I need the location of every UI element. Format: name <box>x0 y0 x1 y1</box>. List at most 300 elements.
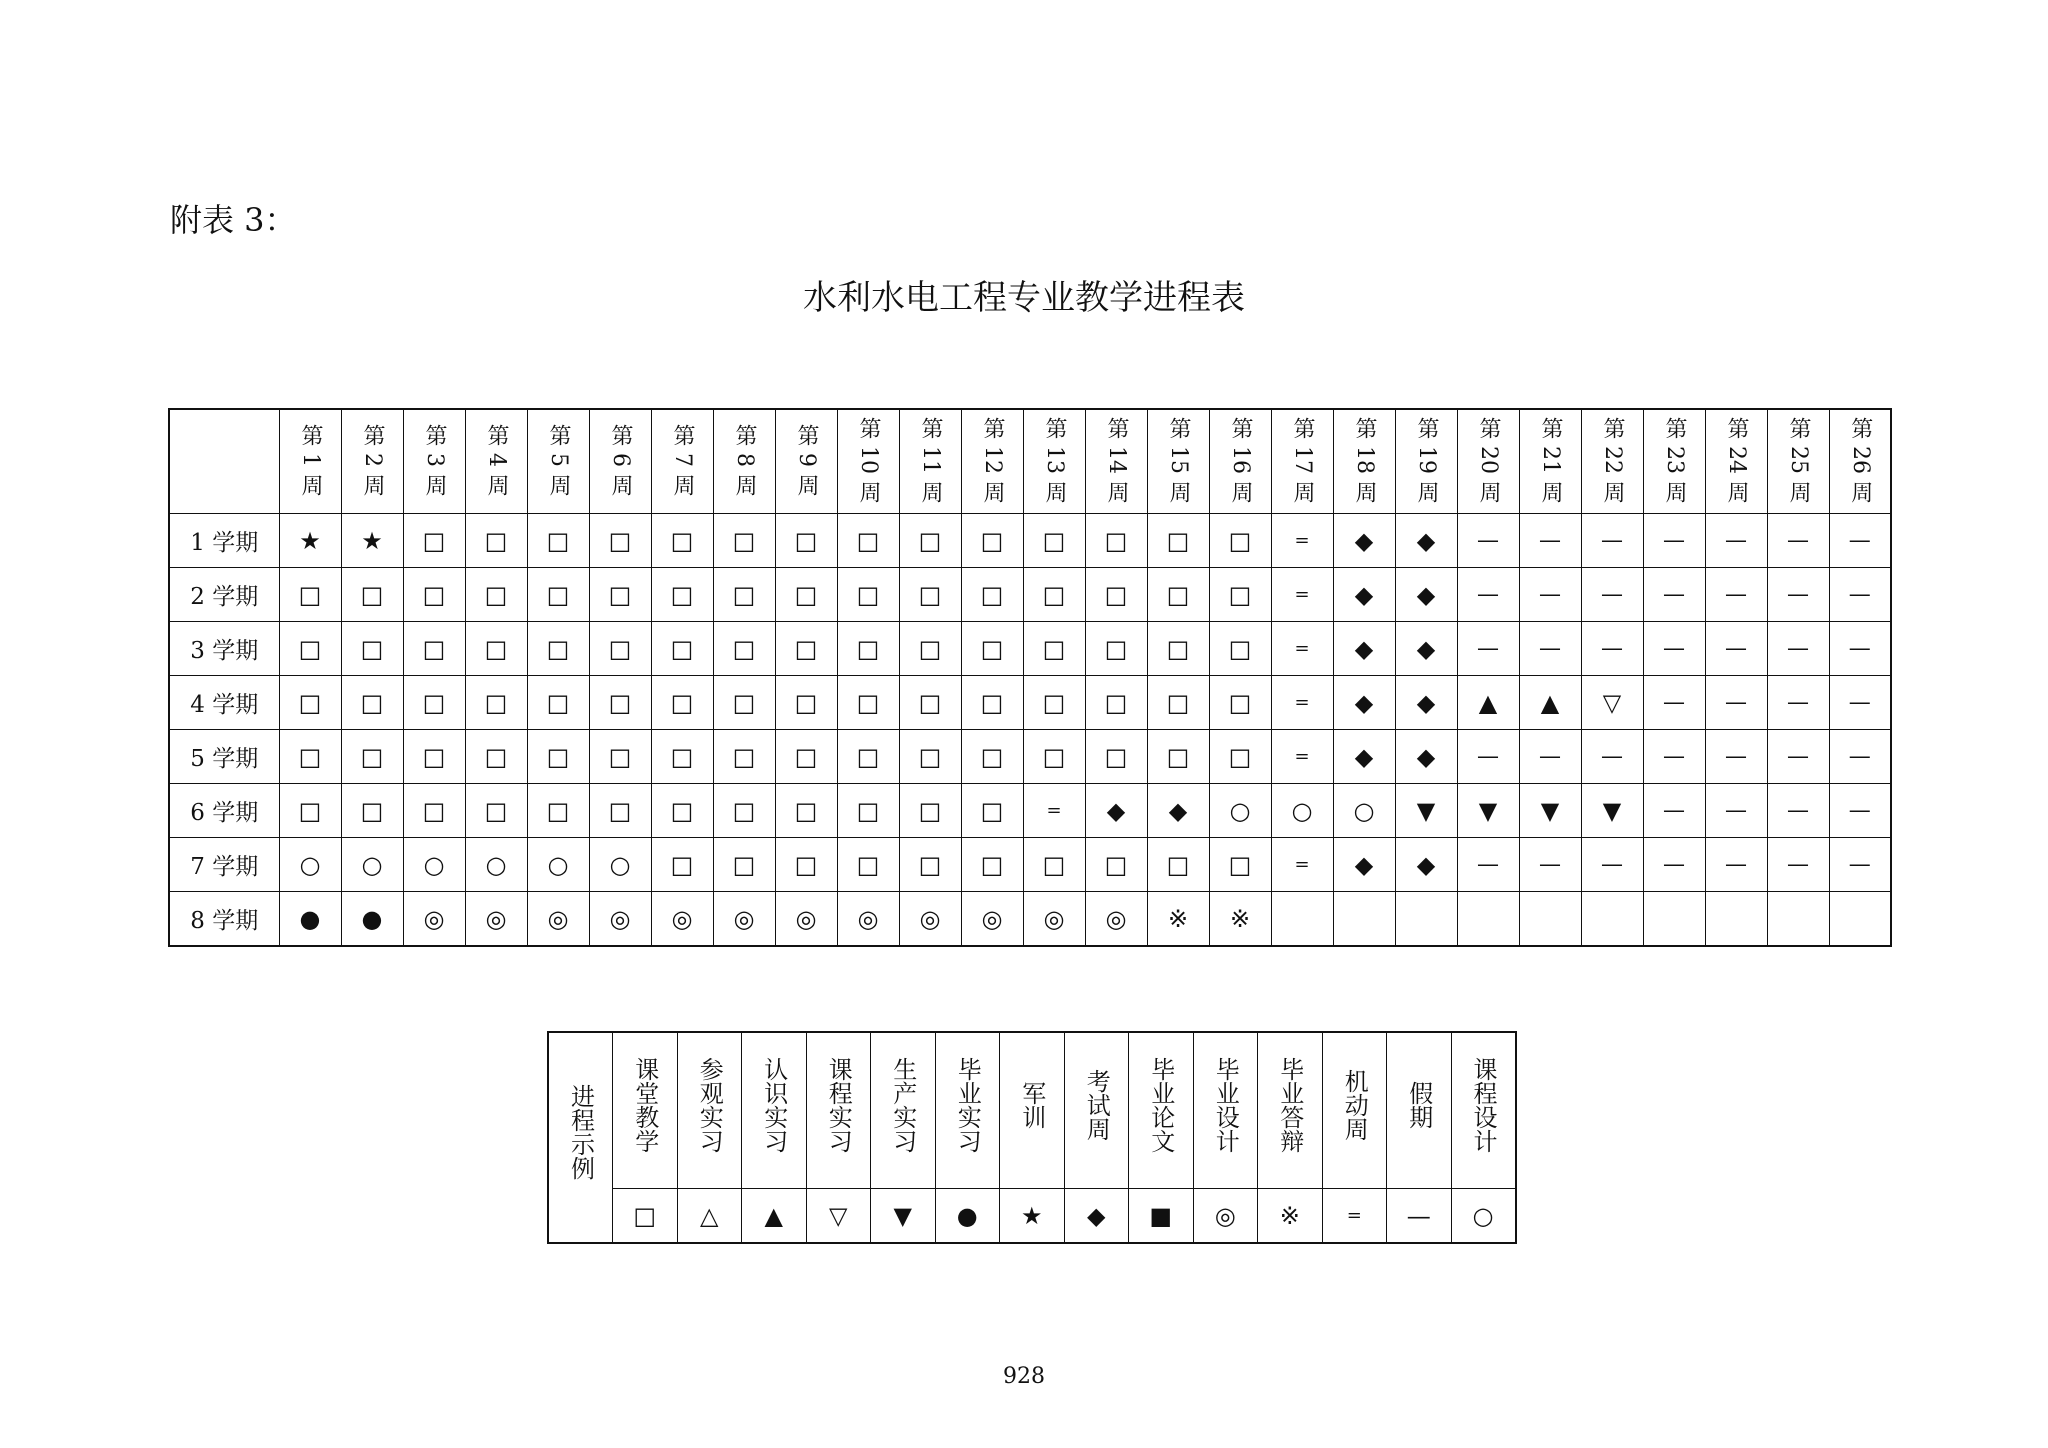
schedule-cell: — <box>1829 568 1891 622</box>
schedule-cell: ○ <box>589 838 651 892</box>
legend-symbol: ▲ <box>742 1189 807 1244</box>
schedule-cell: □ <box>527 676 589 730</box>
schedule-cell: ● <box>279 892 341 947</box>
legend-symbol: — <box>1387 1189 1452 1244</box>
week-label: 第 9 周 <box>794 423 819 496</box>
legend-item-label <box>1193 1032 1258 1189</box>
schedule-cell: □ <box>1209 514 1271 568</box>
schedule-cell <box>1767 892 1829 947</box>
schedule-cell: ○ <box>403 838 465 892</box>
week-header-cell <box>1085 409 1147 514</box>
document-title: 水利水电工程专业教学进程表 <box>803 278 1245 318</box>
semester-row <box>169 676 1891 730</box>
week-label: 第 25 周 <box>1786 416 1811 503</box>
schedule-cell: ◆ <box>1395 676 1457 730</box>
legend-item-label <box>806 1032 871 1189</box>
schedule-cell: □ <box>341 676 403 730</box>
semester-row <box>169 838 1891 892</box>
schedule-cell: □ <box>961 676 1023 730</box>
schedule-cell: □ <box>527 514 589 568</box>
schedule-cell: ◎ <box>651 892 713 947</box>
week-label: 第 5 周 <box>546 423 571 496</box>
schedule-cell: □ <box>527 622 589 676</box>
legend-item-text: 认识实习 <box>759 1057 788 1153</box>
schedule-cell: — <box>1705 676 1767 730</box>
schedule-cell: □ <box>279 568 341 622</box>
schedule-cell: □ <box>775 730 837 784</box>
schedule-cell: □ <box>465 514 527 568</box>
week-label: 第 24 周 <box>1724 416 1749 503</box>
legend-item-label <box>742 1032 807 1189</box>
schedule-cell: — <box>1643 676 1705 730</box>
schedule-cell: □ <box>1085 676 1147 730</box>
week-label: 第 26 周 <box>1847 416 1873 503</box>
schedule-cell: — <box>1767 730 1829 784</box>
schedule-cell: ◆ <box>1395 838 1457 892</box>
legend-item-text: 课程设计 <box>1469 1057 1497 1153</box>
week-label: 第 19 周 <box>1414 416 1439 503</box>
week-header-cell <box>279 409 341 514</box>
appendix-label: 附表 3： <box>170 201 297 239</box>
schedule-cell: ◆ <box>1333 730 1395 784</box>
week-header-cell <box>713 409 775 514</box>
schedule-cell: = <box>1271 622 1333 676</box>
legend-item-text: 假期 <box>1404 1081 1433 1129</box>
schedule-cell: □ <box>713 568 775 622</box>
schedule-cell: □ <box>961 784 1023 838</box>
week-header-row <box>169 409 1891 514</box>
week-label: 第 2 周 <box>360 423 385 496</box>
schedule-cell: □ <box>1085 730 1147 784</box>
schedule-cell: □ <box>1147 676 1209 730</box>
week-header-cell <box>1147 409 1209 514</box>
schedule-cell: — <box>1767 568 1829 622</box>
legend-item-label <box>613 1032 678 1189</box>
schedule-cell: □ <box>1147 838 1209 892</box>
schedule-cell: □ <box>589 676 651 730</box>
week-header-cell <box>837 409 899 514</box>
semester-row <box>169 514 1891 568</box>
schedule-cell <box>1271 892 1333 947</box>
semester-label: 4 学期 <box>169 676 279 730</box>
semester-label: 3 学期 <box>169 622 279 676</box>
schedule-cell: □ <box>837 568 899 622</box>
schedule-cell: □ <box>465 622 527 676</box>
schedule-cell: ▼ <box>1581 784 1643 838</box>
schedule-cell: □ <box>961 514 1023 568</box>
legend-symbol: ※ <box>1258 1189 1323 1244</box>
schedule-cell: □ <box>589 784 651 838</box>
schedule-cell: — <box>1705 730 1767 784</box>
schedule-cell: □ <box>341 568 403 622</box>
progress-legend-table <box>547 1031 1517 1244</box>
week-label: 第 4 周 <box>484 423 509 496</box>
schedule-cell: □ <box>899 568 961 622</box>
schedule-cell: — <box>1581 622 1643 676</box>
schedule-cell: ◆ <box>1333 838 1395 892</box>
schedule-cell: — <box>1705 784 1767 838</box>
schedule-cell: ◆ <box>1147 784 1209 838</box>
schedule-cell: □ <box>961 730 1023 784</box>
legend-label-row <box>548 1032 1516 1189</box>
week-header-cell <box>1705 409 1767 514</box>
schedule-cell: □ <box>341 784 403 838</box>
schedule-cell: ◎ <box>775 892 837 947</box>
schedule-cell: ● <box>341 892 403 947</box>
legend-symbol: △ <box>677 1189 742 1244</box>
legend-symbol: ▽ <box>806 1189 871 1244</box>
legend-symbol: □ <box>613 1189 678 1244</box>
legend-symbol: ● <box>935 1189 1000 1244</box>
schedule-cell: □ <box>651 676 713 730</box>
semester-label: 1 学期 <box>169 514 279 568</box>
legend-symbol: ▼ <box>871 1189 936 1244</box>
semester-row <box>169 568 1891 622</box>
schedule-cell: — <box>1705 622 1767 676</box>
legend-symbol: = <box>1322 1189 1387 1244</box>
schedule-cell <box>1829 892 1891 947</box>
week-header-cell <box>1829 409 1891 514</box>
schedule-cell: ◎ <box>589 892 651 947</box>
week-header-cell <box>403 409 465 514</box>
semester-label: 6 学期 <box>169 784 279 838</box>
schedule-cell: □ <box>279 730 341 784</box>
schedule-cell: □ <box>899 730 961 784</box>
schedule-cell: ◎ <box>961 892 1023 947</box>
schedule-cell: — <box>1643 730 1705 784</box>
schedule-cell <box>1395 892 1457 947</box>
schedule-cell: — <box>1519 568 1581 622</box>
schedule-cell: □ <box>775 676 837 730</box>
legend-item-text: 课程实习 <box>824 1057 853 1153</box>
legend-item-label <box>1322 1032 1387 1189</box>
schedule-cell: — <box>1643 784 1705 838</box>
week-header-cell <box>1395 409 1457 514</box>
schedule-cell: = <box>1271 676 1333 730</box>
schedule-cell: — <box>1643 514 1705 568</box>
schedule-cell: □ <box>1023 622 1085 676</box>
week-label: 第 21 周 <box>1538 416 1563 503</box>
week-label: 第 23 周 <box>1662 416 1687 503</box>
schedule-cell: ◆ <box>1333 568 1395 622</box>
legend-item-label <box>1064 1032 1129 1189</box>
schedule-cell: — <box>1829 784 1891 838</box>
schedule-cell: ▽ <box>1581 676 1643 730</box>
week-header-cell <box>1023 409 1085 514</box>
schedule-cell: □ <box>775 838 837 892</box>
week-header-cell <box>1457 409 1519 514</box>
schedule-cell: ◆ <box>1395 730 1457 784</box>
schedule-cell: — <box>1519 730 1581 784</box>
legend-item-text: 毕业答辩 <box>1275 1057 1304 1153</box>
schedule-cell: ★ <box>341 514 403 568</box>
schedule-cell: ▼ <box>1395 784 1457 838</box>
schedule-cell: ※ <box>1147 892 1209 947</box>
schedule-cell: — <box>1581 730 1643 784</box>
schedule-cell: — <box>1581 514 1643 568</box>
week-header-cell <box>651 409 713 514</box>
schedule-cell: ○ <box>527 838 589 892</box>
schedule-cell: □ <box>403 676 465 730</box>
schedule-cell: ◎ <box>899 892 961 947</box>
week-header-cell <box>341 409 403 514</box>
schedule-cell: □ <box>961 622 1023 676</box>
week-header-cell <box>527 409 589 514</box>
legend-item-text: 考试周 <box>1082 1069 1111 1141</box>
schedule-cell: — <box>1457 730 1519 784</box>
schedule-cell: □ <box>713 514 775 568</box>
week-header-cell <box>899 409 961 514</box>
legend-item-text: 参观实习 <box>695 1057 724 1153</box>
schedule-cell: □ <box>837 676 899 730</box>
schedule-cell: □ <box>1023 514 1085 568</box>
week-label: 第 7 周 <box>670 423 695 496</box>
schedule-cell: □ <box>775 514 837 568</box>
schedule-cell: □ <box>1147 514 1209 568</box>
week-label: 第 10 周 <box>856 416 881 503</box>
schedule-cell: □ <box>1209 676 1271 730</box>
schedule-cell: — <box>1705 568 1767 622</box>
schedule-cell: □ <box>837 838 899 892</box>
schedule-cell: □ <box>589 568 651 622</box>
schedule-cell: □ <box>403 568 465 622</box>
schedule-cell: ○ <box>1209 784 1271 838</box>
schedule-cell: □ <box>651 730 713 784</box>
schedule-cell: □ <box>651 838 713 892</box>
schedule-cell: □ <box>899 676 961 730</box>
schedule-cell: ○ <box>465 838 527 892</box>
week-header-cell <box>1767 409 1829 514</box>
schedule-cell <box>1519 892 1581 947</box>
semester-row <box>169 622 1891 676</box>
schedule-cell: □ <box>713 838 775 892</box>
schedule-cell: □ <box>527 568 589 622</box>
schedule-cell: □ <box>713 676 775 730</box>
schedule-cell: ◆ <box>1395 514 1457 568</box>
legend-item-label <box>935 1032 1000 1189</box>
schedule-cell: ○ <box>1271 784 1333 838</box>
schedule-cell: ○ <box>279 838 341 892</box>
semester-row <box>169 730 1891 784</box>
schedule-cell: = <box>1271 730 1333 784</box>
schedule-cell: ◎ <box>713 892 775 947</box>
schedule-cell: □ <box>899 514 961 568</box>
schedule-cell: — <box>1705 514 1767 568</box>
schedule-cell: □ <box>465 730 527 784</box>
schedule-cell: — <box>1643 622 1705 676</box>
schedule-cell: ※ <box>1209 892 1271 947</box>
schedule-cell: □ <box>279 676 341 730</box>
schedule-cell <box>1581 892 1643 947</box>
week-label: 第 14 周 <box>1104 416 1129 503</box>
schedule-cell: = <box>1023 784 1085 838</box>
schedule-cell: □ <box>1085 622 1147 676</box>
week-header-cell <box>775 409 837 514</box>
schedule-cell: □ <box>651 568 713 622</box>
schedule-cell: □ <box>527 784 589 838</box>
schedule-cell: — <box>1457 568 1519 622</box>
week-label: 第 22 周 <box>1600 416 1625 503</box>
schedule-cell: — <box>1829 730 1891 784</box>
legend-symbol: ★ <box>1000 1189 1065 1244</box>
schedule-cell: □ <box>465 676 527 730</box>
schedule-cell: □ <box>279 784 341 838</box>
legend-symbol: ■ <box>1129 1189 1194 1244</box>
page-number: 928 <box>1003 1364 1045 1389</box>
schedule-cell: — <box>1519 622 1581 676</box>
semester-row <box>169 784 1891 838</box>
week-label: 第 20 周 <box>1476 416 1501 503</box>
schedule-cell: ○ <box>1333 784 1395 838</box>
schedule-cell: — <box>1767 622 1829 676</box>
schedule-cell: — <box>1829 622 1891 676</box>
teaching-schedule-table <box>168 408 1892 947</box>
schedule-cell: ◎ <box>403 892 465 947</box>
week-label: 第 15 周 <box>1166 416 1191 503</box>
week-label: 第 12 周 <box>980 416 1005 503</box>
schedule-cell: □ <box>899 622 961 676</box>
schedule-cell: □ <box>403 730 465 784</box>
schedule-cell: □ <box>713 622 775 676</box>
schedule-cell: □ <box>403 784 465 838</box>
week-label: 第 1 周 <box>298 423 323 496</box>
legend-item-label <box>677 1032 742 1189</box>
schedule-cell: □ <box>1147 622 1209 676</box>
schedule-cell: □ <box>589 730 651 784</box>
schedule-cell: = <box>1271 838 1333 892</box>
schedule-cell: — <box>1643 568 1705 622</box>
schedule-cell: □ <box>589 514 651 568</box>
schedule-cell: □ <box>961 568 1023 622</box>
schedule-cell: □ <box>1209 730 1271 784</box>
schedule-cell: □ <box>1209 622 1271 676</box>
schedule-cell: □ <box>775 622 837 676</box>
week-header-cell <box>1519 409 1581 514</box>
legend-item-label <box>1258 1032 1323 1189</box>
semester-label: 5 学期 <box>169 730 279 784</box>
legend-item-text: 军训 <box>1017 1081 1046 1129</box>
legend-item-label <box>1387 1032 1452 1189</box>
schedule-cell: — <box>1705 838 1767 892</box>
schedule-cell: ◆ <box>1395 622 1457 676</box>
schedule-cell: □ <box>899 784 961 838</box>
schedule-cell: — <box>1643 838 1705 892</box>
schedule-cell: □ <box>775 784 837 838</box>
header-corner-cell <box>169 409 279 514</box>
schedule-cell <box>1333 892 1395 947</box>
schedule-cell: □ <box>1023 568 1085 622</box>
schedule-cell: ▲ <box>1519 676 1581 730</box>
schedule-cell: □ <box>1023 838 1085 892</box>
schedule-cell: □ <box>837 514 899 568</box>
legend-item-label <box>871 1032 936 1189</box>
schedule-cell: — <box>1581 838 1643 892</box>
schedule-cell: □ <box>279 622 341 676</box>
week-header-cell <box>1643 409 1705 514</box>
schedule-cell: □ <box>1023 676 1085 730</box>
schedule-cell: ▲ <box>1457 676 1519 730</box>
legend-item-text: 机动周 <box>1340 1069 1369 1141</box>
week-label: 第 6 周 <box>608 423 633 496</box>
legend-symbol-row <box>548 1189 1516 1244</box>
schedule-cell: ★ <box>279 514 341 568</box>
schedule-cell: □ <box>713 730 775 784</box>
schedule-cell: ◎ <box>1023 892 1085 947</box>
schedule-cell: ◆ <box>1395 568 1457 622</box>
semester-label: 7 学期 <box>169 838 279 892</box>
week-header-cell <box>589 409 651 514</box>
schedule-cell: □ <box>837 730 899 784</box>
schedule-cell: □ <box>527 730 589 784</box>
schedule-cell: □ <box>961 838 1023 892</box>
schedule-cell: □ <box>1085 514 1147 568</box>
schedule-cell: ◆ <box>1333 676 1395 730</box>
schedule-cell: — <box>1767 514 1829 568</box>
legend-item-text: 毕业设计 <box>1211 1057 1240 1153</box>
schedule-cell: □ <box>1209 838 1271 892</box>
week-header-cell <box>1581 409 1643 514</box>
schedule-cell: □ <box>713 784 775 838</box>
semester-label: 2 学期 <box>169 568 279 622</box>
legend-heading <box>548 1032 613 1243</box>
legend-symbol: ◆ <box>1064 1189 1129 1244</box>
week-header-cell <box>1209 409 1271 514</box>
schedule-cell: □ <box>1085 838 1147 892</box>
schedule-cell: — <box>1767 838 1829 892</box>
schedule-cell: □ <box>651 514 713 568</box>
schedule-cell: — <box>1581 568 1643 622</box>
week-header-cell <box>465 409 527 514</box>
schedule-cell: □ <box>1147 730 1209 784</box>
week-label: 第 18 周 <box>1352 416 1377 503</box>
schedule-cell: — <box>1457 622 1519 676</box>
week-label: 第 17 周 <box>1290 416 1315 503</box>
legend-heading-text: 进程示例 <box>566 1084 595 1180</box>
schedule-cell: — <box>1767 784 1829 838</box>
week-label: 第 16 周 <box>1228 416 1253 503</box>
legend-item-text: 课堂教学 <box>630 1057 659 1153</box>
legend-item-label <box>1129 1032 1194 1189</box>
schedule-cell: □ <box>341 622 403 676</box>
schedule-cell: □ <box>651 784 713 838</box>
legend-symbol: ◎ <box>1193 1189 1258 1244</box>
schedule-cell: ◎ <box>465 892 527 947</box>
schedule-cell: — <box>1457 514 1519 568</box>
schedule-cell: ○ <box>341 838 403 892</box>
week-header-cell <box>961 409 1023 514</box>
legend-item-text: 毕业实习 <box>953 1057 982 1153</box>
schedule-cell: — <box>1519 838 1581 892</box>
schedule-cell: ▼ <box>1519 784 1581 838</box>
schedule-cell: □ <box>403 622 465 676</box>
week-header-cell <box>1333 409 1395 514</box>
schedule-cell: □ <box>465 784 527 838</box>
legend-item-text: 生产实习 <box>888 1057 917 1153</box>
schedule-cell: □ <box>589 622 651 676</box>
schedule-cell: — <box>1767 676 1829 730</box>
schedule-cell: ◎ <box>1085 892 1147 947</box>
week-label: 第 8 周 <box>732 423 757 496</box>
schedule-cell: ◆ <box>1333 622 1395 676</box>
legend-symbol: ○ <box>1451 1189 1516 1244</box>
schedule-cell: ◎ <box>527 892 589 947</box>
legend-item-label <box>1451 1032 1516 1189</box>
week-label: 第 13 周 <box>1042 416 1067 503</box>
schedule-cell: — <box>1519 514 1581 568</box>
schedule-cell: ▼ <box>1457 784 1519 838</box>
schedule-cell: ◆ <box>1333 514 1395 568</box>
schedule-cell: = <box>1271 514 1333 568</box>
